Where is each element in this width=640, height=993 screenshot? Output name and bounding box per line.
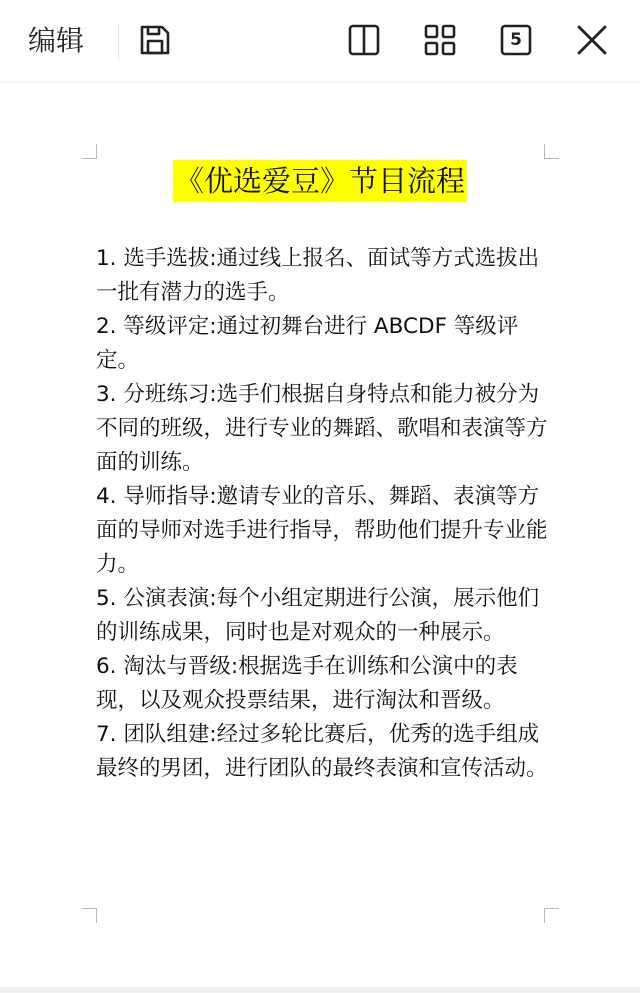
split-view-icon[interactable] (346, 22, 382, 58)
page-margin-corner (82, 144, 97, 159)
document-title: 《优选爱豆》节目流程 (173, 160, 467, 202)
page-margin-corner (544, 144, 559, 159)
list-item: 4. 导师指导:邀请专业的音乐、舞蹈、表演等方面的导师对选手进行指导，帮助他们提升专业能力。 (96, 484, 548, 577)
page-count-icon[interactable] (498, 22, 534, 58)
document-body (96, 242, 548, 786)
list-item: 5. 公演表演:每个小组定期进行公演，展示他们的训练成果，同时也是对观众的一种展示。 (96, 586, 540, 645)
document-page (0, 82, 640, 987)
toolbar-divider (118, 24, 119, 60)
list-item: 7. 团队组建:经过多轮比赛后，优秀的选手组成最终的男团，进行团队的最终表演和宣传活动。 (96, 722, 548, 781)
title-container (0, 160, 640, 202)
page-margin-corner (82, 908, 97, 923)
grid-view-icon[interactable] (422, 22, 458, 58)
bottom-edge (0, 987, 640, 993)
edit-button[interactable]: 编辑 (28, 24, 85, 57)
top-toolbar (0, 0, 640, 82)
list-item: 3. 分班练习:选手们根据自身特点和能力被分为不同的班级，进行专业的舞蹈、歌唱和表演等方面的训练。 (96, 382, 548, 475)
close-icon[interactable] (574, 22, 610, 58)
list-item: 6. 淘汰与晋级:根据选手在训练和公演中的表现，以及观众投票结果，进行淘汰和晋级。 (96, 654, 518, 713)
list-item: 2. 等级评定:通过初舞台进行 ABCDF 等级评定。 (96, 314, 519, 373)
save-icon[interactable] (137, 22, 173, 58)
page-margin-corner (544, 908, 559, 923)
list-item: 1. 选手选拔:通过线上报名、面试等方式选拔出一批有潜力的选手。 (96, 246, 540, 305)
page-count-label: 5 (510, 30, 522, 50)
